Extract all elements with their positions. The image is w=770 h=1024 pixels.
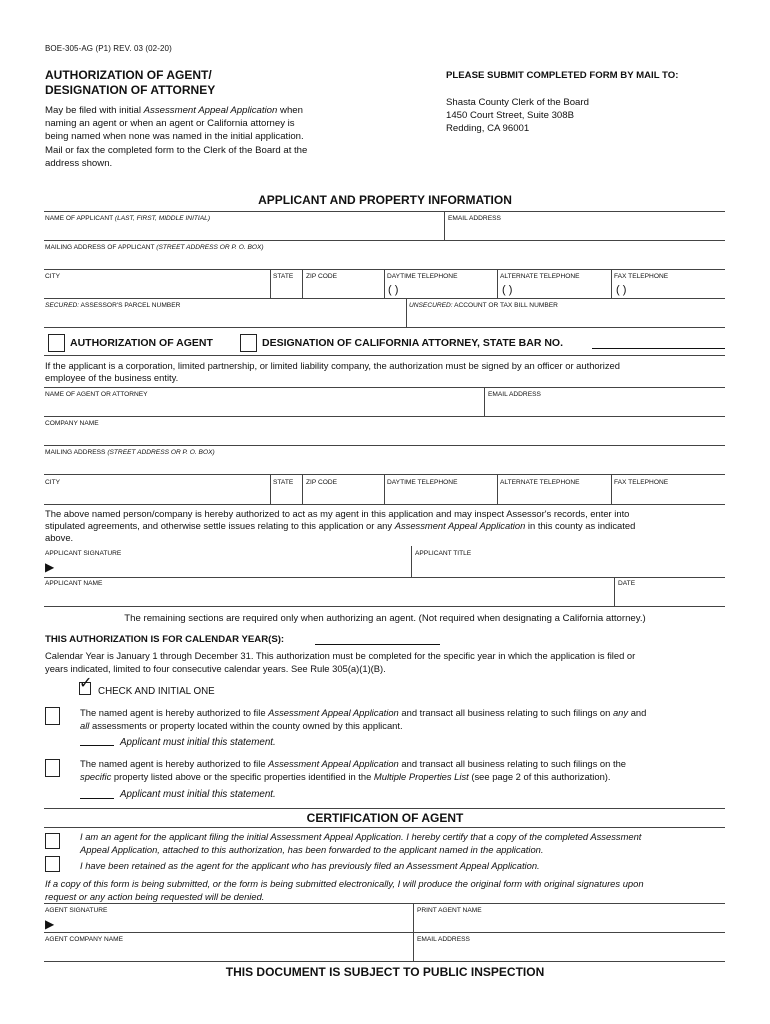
note-line: If the applicant is a corporation, limited partnership, or limited liability company, the authorization must be signed by an officer or authorized <box>45 360 620 371</box>
certification-title: CERTIFICATION OF AGENT <box>306 811 464 825</box>
option-any-and-all-initial-field[interactable] <box>80 737 114 746</box>
applicant-zip-field[interactable] <box>303 280 384 298</box>
option-text-part: The named agent is hereby authorized to file <box>80 707 269 718</box>
area-code-parens[interactable]: ( ) <box>502 284 513 296</box>
account-number-field[interactable] <box>407 309 725 327</box>
divider <box>44 903 725 904</box>
secured-label <box>45 302 180 309</box>
divider <box>44 504 725 505</box>
agent-mailing-field[interactable] <box>44 456 725 474</box>
agent-email-field[interactable] <box>486 398 725 416</box>
agent-zip-field[interactable] <box>303 486 384 504</box>
option-text-part: property listed above or the specific properties identified in the <box>111 771 374 782</box>
title-line-2: DESIGNATION OF ATTORNEY <box>45 83 216 97</box>
label-italic: (STREET ADDRESS OR P. O. BOX) <box>107 449 215 456</box>
agent-city-field[interactable] <box>44 486 270 504</box>
option-specific-text <box>80 757 728 783</box>
cert-retained-checkbox[interactable] <box>45 856 60 872</box>
address-line: Redding, CA 96001 <box>446 123 530 134</box>
agent-email-field-2[interactable] <box>415 943 725 961</box>
option-specific-checkbox[interactable] <box>45 759 60 777</box>
title-line-1: AUTHORIZATION OF AGENT/ <box>45 68 212 82</box>
note-line: employee of the business entity. <box>45 372 179 383</box>
applicant-mailing-field[interactable] <box>44 251 725 269</box>
option-text-italic: specific <box>80 771 112 782</box>
applicant-email-field[interactable] <box>446 222 725 240</box>
intro-text-part: when <box>277 105 303 116</box>
authorization-of-agent-checkbox[interactable] <box>48 334 65 352</box>
agent-email-label: EMAIL ADDRESS <box>488 391 541 398</box>
agent-zip-label: ZIP CODE <box>306 479 338 486</box>
applicant-section-title: APPLICANT AND PROPERTY INFORMATION <box>258 193 512 207</box>
divider <box>413 932 414 961</box>
checkmark-icon: ✓ <box>79 675 93 692</box>
divider <box>497 269 498 298</box>
label-italic: (LAST, FIRST, MIDDLE INITIAL) <box>114 215 211 222</box>
option-any-and-all-text <box>80 706 728 732</box>
option-any-and-all-checkbox[interactable] <box>45 707 60 725</box>
divider <box>44 211 725 212</box>
intro-line: naming an agent or when an agent or California attorney is <box>45 118 295 130</box>
agent-alt-tel-field[interactable] <box>498 486 611 504</box>
cert-line: I am an agent for the applicant filing the initial Assessment Appeal Application. I hereby certify that a copy of the completed Assessment <box>80 831 642 842</box>
statement-part: in this county as indicated <box>525 520 636 532</box>
option-text-part: The named agent is hereby authorized to file <box>80 758 269 769</box>
option-text-part: and transact all business relating to such filings on the <box>398 758 626 769</box>
divider <box>44 240 725 241</box>
sign-here-arrow-icon: ▶ <box>45 917 55 931</box>
divider <box>44 961 725 962</box>
check-and-initial-icon <box>79 675 93 695</box>
calendar-year-field[interactable] <box>315 633 440 645</box>
date-label: DATE <box>618 580 636 587</box>
cert-initial-application-text <box>80 831 728 856</box>
sign-here-arrow-icon: ▶ <box>45 560 55 574</box>
agent-city-label: CITY <box>45 479 61 486</box>
agent-alt-tel-label: ALTERNATE TELEPHONE <box>500 479 580 486</box>
applicant-fax-label: FAX TELEPHONE <box>614 273 669 280</box>
parcel-number-field[interactable] <box>44 309 406 327</box>
form-id: BOE-305-AG (P1) REV. 03 (02-20) <box>45 44 172 53</box>
applicant-signature-label: APPLICANT SIGNATURE <box>45 550 122 557</box>
authorization-statement <box>45 508 729 545</box>
option-text-part: assessments or property located within the county owned by this applicant. <box>89 720 403 731</box>
option-specific-initial-field[interactable] <box>80 790 114 799</box>
applicant-name-field[interactable] <box>44 222 444 240</box>
option-text-italic: Assessment Appeal Application <box>268 707 399 718</box>
state-bar-number-field[interactable] <box>592 336 725 349</box>
copy-statement-line: request or any action being requested will be denied. <box>45 890 265 902</box>
option-any-and-all-initial-label: Applicant must initial this statement. <box>120 737 276 748</box>
mail-to-address <box>446 96 589 135</box>
option-text-italic: Multiple Properties List <box>373 771 469 782</box>
agent-mailing-label <box>45 449 215 456</box>
divider <box>44 932 725 933</box>
company-name-label: COMPANY NAME <box>45 420 99 427</box>
option-text-part: and <box>628 707 647 718</box>
agent-name-label: NAME OF AGENT OR ATTORNEY <box>45 391 148 398</box>
intro-line: address shown. <box>45 157 113 169</box>
divider <box>44 445 725 446</box>
option-text-part: and transact all business relating to such filings on <box>398 707 613 718</box>
intro-text-italic: Assessment Appeal Application <box>143 105 278 116</box>
option-text-italic: Assessment Appeal Application <box>268 758 399 769</box>
option-text-italic: all <box>80 720 90 731</box>
label-text: ASSESSOR'S PARCEL NUMBER <box>79 302 181 309</box>
agent-fax-label: FAX TELEPHONE <box>614 479 669 486</box>
public-inspection-footer: THIS DOCUMENT IS SUBJECT TO PUBLIC INSPECTION <box>225 965 545 979</box>
calendar-note <box>45 649 729 675</box>
unsecured-label <box>409 302 558 309</box>
label-text: NAME OF APPLICANT <box>45 215 114 222</box>
agent-name-field[interactable] <box>44 398 484 416</box>
copy-statement-line: If a copy of this form is being submitted, or the form is being submitted electronically, I will produce the original form with original signatures upon <box>45 878 644 889</box>
label-italic: UNSECURED: <box>409 302 453 309</box>
address-line: 1450 Court Street, Suite 308B <box>446 110 574 121</box>
agent-state-label: STATE <box>273 479 294 486</box>
statement-italic: Assessment Appeal Application <box>394 520 526 532</box>
applicant-name-label <box>45 215 210 222</box>
remaining-sections-note: The remaining sections are required only when authorizing an agent. (Not required when designating a California attorney.) <box>124 613 646 624</box>
applicant-title-label: APPLICANT TITLE <box>415 550 472 557</box>
designation-of-attorney-checkbox[interactable] <box>240 334 257 352</box>
divider <box>444 211 445 240</box>
label-italic: (STREET ADDRESS OR P. O. BOX) <box>156 244 264 251</box>
agent-signature-label: AGENT SIGNATURE <box>45 907 108 914</box>
intro-text-part: May be filed with initial <box>45 105 144 116</box>
company-name-field[interactable] <box>44 427 725 445</box>
applicant-name-field-2[interactable] <box>44 587 614 605</box>
applicant-day-tel-label: DAYTIME TELEPHONE <box>387 273 458 280</box>
copy-statement <box>45 878 729 903</box>
applicant-signature-field[interactable] <box>60 558 410 576</box>
applicant-city-label: CITY <box>45 273 61 280</box>
print-agent-name-field[interactable] <box>415 914 725 932</box>
intro-line: being named when none was named in the initial application. <box>45 131 304 143</box>
applicant-zip-label: ZIP CODE <box>306 273 338 280</box>
divider <box>413 903 414 932</box>
agent-day-tel-label: DAYTIME TELEPHONE <box>387 479 458 486</box>
divider <box>44 577 725 578</box>
divider <box>44 387 725 388</box>
address-line: Shasta County Clerk of the Board <box>446 97 589 108</box>
divider <box>614 577 615 606</box>
applicant-title-field[interactable] <box>413 558 725 576</box>
divider <box>411 546 412 577</box>
cert-initial-application-checkbox[interactable] <box>45 833 60 849</box>
statement-part: stipulated agreements, and otherwise settle issues relating to this application or any <box>45 520 395 532</box>
applicant-city-field[interactable] <box>44 280 270 298</box>
print-agent-name-label: PRINT AGENT NAME <box>417 907 482 914</box>
agent-company-name-label: AGENT COMPANY NAME <box>45 936 124 943</box>
designation-of-attorney-label: DESIGNATION OF CALIFORNIA ATTORNEY, STATE BAR NO. <box>262 337 563 349</box>
cert-line: Appeal Application, attached to this authorization, has been forwarded to the applicant named in the application. <box>80 843 544 855</box>
agent-email-label-2: EMAIL ADDRESS <box>417 936 470 943</box>
cert-retained-text: I have been retained as the agent for the applicant who has previously filed an Assessment Appeal Application. <box>80 860 540 871</box>
divider <box>384 269 385 298</box>
intro-line: Mail or fax the completed form to the Clerk of the Board at the <box>45 144 308 156</box>
agent-company-name-field[interactable] <box>44 943 413 961</box>
divider <box>44 808 725 809</box>
calendar-year-label: THIS AUTHORIZATION IS FOR CALENDAR YEAR(S): <box>45 634 285 645</box>
applicant-alt-tel-label: ALTERNATE TELEPHONE <box>500 273 580 280</box>
intro-text <box>45 104 345 170</box>
applicant-state-label: STATE <box>273 273 294 280</box>
divider <box>44 416 725 417</box>
area-code-parens[interactable]: ( ) <box>616 284 627 296</box>
label-text: ACCOUNT OR TAX BILL NUMBER <box>452 302 558 309</box>
label-text: MAILING ADDRESS OF APPLICANT <box>45 244 155 251</box>
option-specific-initial-label: Applicant must initial this statement. <box>120 789 276 800</box>
option-text-italic: any <box>612 707 629 718</box>
authorization-of-agent-label: AUTHORIZATION OF AGENT <box>70 337 213 349</box>
applicant-email-label: EMAIL ADDRESS <box>448 215 501 222</box>
mail-to-heading: PLEASE SUBMIT COMPLETED FORM BY MAIL TO: <box>446 70 679 81</box>
agent-fax-field[interactable] <box>612 486 725 504</box>
label-text: MAILING ADDRESS <box>45 449 106 456</box>
date-field[interactable] <box>616 587 725 605</box>
area-code-parens[interactable]: ( ) <box>388 284 399 296</box>
check-and-initial-heading: CHECK AND INITIAL ONE <box>98 686 215 697</box>
divider <box>44 298 725 299</box>
applicant-state-field[interactable] <box>271 280 302 298</box>
applicant-mailing-label <box>45 244 264 251</box>
divider <box>611 269 612 298</box>
option-text-part: (see page 2 of this authorization). <box>468 771 611 782</box>
applicant-name-label-2: APPLICANT NAME <box>45 580 103 587</box>
agent-signature-field[interactable] <box>60 914 411 932</box>
calendar-note-line: Calendar Year is January 1 through December 31. This authorization must be completed for the specific year in which the application is filed or <box>45 650 636 661</box>
agent-state-field[interactable] <box>271 486 302 504</box>
divider <box>44 355 725 356</box>
divider <box>484 387 485 416</box>
divider <box>44 827 725 828</box>
label-italic: SECURED: <box>45 302 80 309</box>
page-title <box>45 68 215 98</box>
calendar-note-line: years indicated, limited to four consecutive calendar years. See Rule 305(a)(1)(B). <box>45 663 386 674</box>
statement-line: The above named person/company is hereby authorized to act as my agent in this application and may inspect Assessor's records, enter into <box>45 508 630 519</box>
agent-day-tel-field[interactable] <box>385 486 497 504</box>
divider <box>44 327 725 328</box>
divider <box>44 606 725 607</box>
statement-line: above. <box>45 532 74 544</box>
corporation-note <box>45 360 727 384</box>
